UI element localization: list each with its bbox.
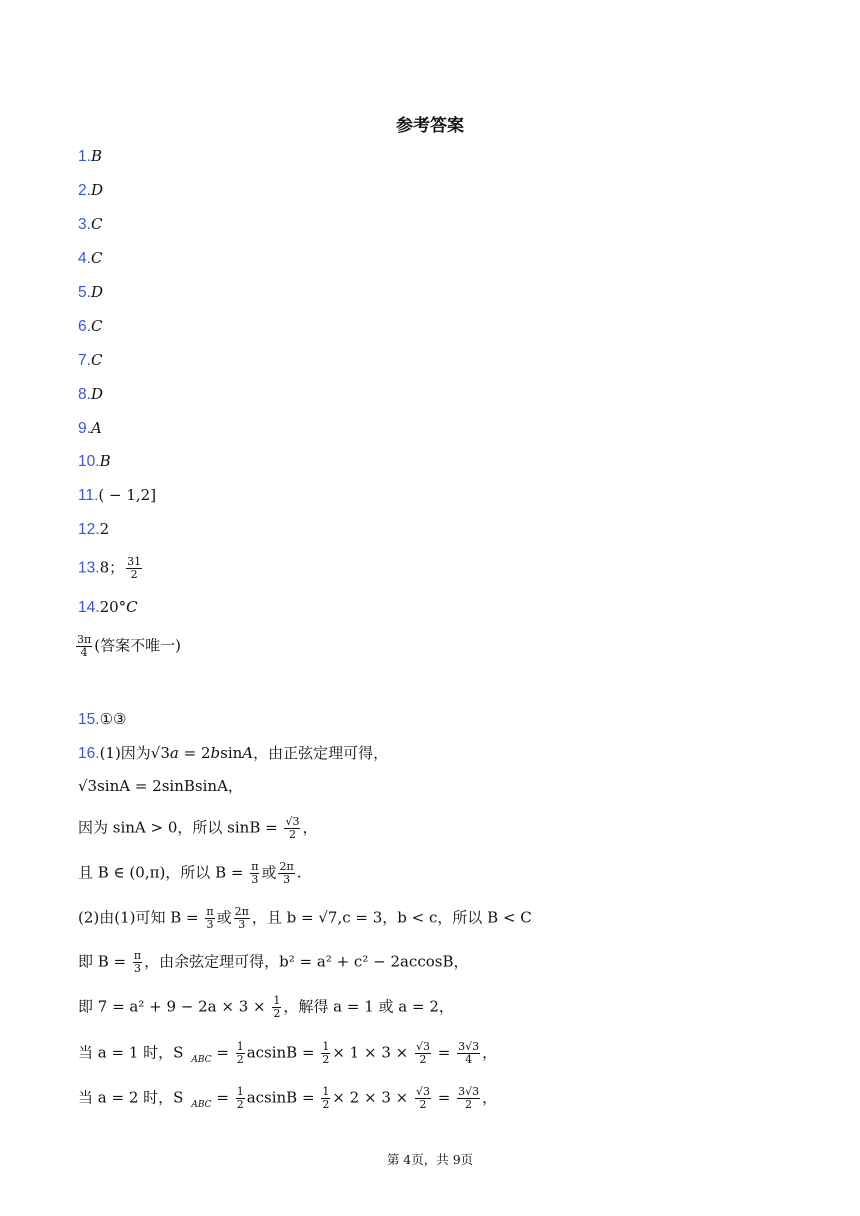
- answer-unit: C: [126, 598, 138, 616]
- answer-number: 9.: [78, 420, 91, 437]
- answer-number: 15.: [78, 711, 100, 728]
- answer-16-line-3: 因为 sinA > 0，所以 sinB = $\frac{√3}{2}$ ，: [78, 815, 318, 841]
- answer-number: 5.: [78, 284, 91, 301]
- answer-number: 11.: [78, 487, 99, 504]
- answer-number: 2.: [78, 182, 91, 199]
- answer-number: 4.: [78, 250, 91, 267]
- answer-number: 12.: [78, 521, 100, 538]
- answer-3: [78, 214, 102, 235]
- answer-value: D: [90, 181, 103, 199]
- answer-15: [78, 709, 126, 730]
- fraction: $\frac{3\pi}{4}$: [77, 633, 92, 659]
- answer-13: [78, 556, 144, 581]
- fraction: $\frac{31}{2}$: [127, 555, 142, 581]
- answer-8: [78, 384, 103, 405]
- answer-number: 10.: [78, 453, 100, 470]
- answer-number: 14.: [78, 599, 100, 616]
- answer-1: [78, 146, 102, 167]
- page-title: 参考答案: [396, 116, 464, 136]
- answer-number: 16.: [78, 745, 100, 762]
- answer-value: C: [90, 317, 103, 335]
- answer-16-line-9: 当 a = 2 时，S $_{ABC}$ = $\frac{1}{2}$ acsinB = $\frac{1}{2}$ × 2 × 3 × $\frac{√3}{2}$ = $\frac{3√3}{2}$ ，: [78, 1085, 498, 1111]
- answer-value: 2: [99, 520, 110, 538]
- answer-14-extra: [76, 634, 181, 659]
- answer-note: (答案不唯一): [94, 636, 181, 655]
- answer-16-line-4: 且 B ∈ (0,π)，所以 B = $\frac{\pi}{3}$ 或 $\frac{2\pi}{3}$ .: [78, 860, 302, 886]
- answer-value: C: [90, 249, 103, 267]
- answer-value: 8；: [99, 558, 125, 577]
- answer-value: 20°: [99, 598, 127, 616]
- answer-value: B: [90, 147, 102, 165]
- answer-value: C: [90, 351, 103, 369]
- answer-16-line-6: 即 B = $\frac{\pi}{3}$ ，由余弦定理可得，b² = a² + c² − 2accosB，: [78, 949, 469, 975]
- answer-16-line-1: 16.(1)因为√3a = 2bsinA，由正弦定理可得，: [78, 744, 389, 762]
- answer-number: 7.: [78, 352, 91, 369]
- answer-number: 13.: [78, 559, 100, 577]
- answer-number: 8.: [78, 386, 91, 403]
- page-footer: 第 4页，共 9页: [386, 1152, 474, 1167]
- answer-16-line-5: (2)由(1)可知 B = $\frac{\pi}{3}$ 或 $\frac{2\pi}{3}$ ，且 b = √7,c = 3，b < c，所以 B < C: [78, 905, 532, 931]
- answer-number: 3.: [78, 216, 91, 233]
- answer-number: 1.: [78, 148, 91, 165]
- answer-value: D: [90, 283, 103, 301]
- answer-2: [78, 180, 103, 201]
- answer-16-line-2: √3sinA = 2sinBsinA，: [78, 777, 243, 795]
- answer-16-line-7: 即 7 = a² + 9 − 2a × 3 × $\frac{1}{2}$ ，解得 a = 1 或 a = 2，: [78, 994, 454, 1020]
- answer-14: [78, 597, 138, 618]
- answer-value: ( − 1,2]: [98, 486, 157, 504]
- answer-value: ①③: [99, 710, 127, 728]
- answer-12: [78, 519, 109, 540]
- answer-6: [78, 316, 102, 337]
- answer-10: [78, 451, 111, 472]
- answer-value: C: [90, 215, 103, 233]
- answer-16-line-8: 当 a = 1 时，S $_{ABC}$ = $\frac{1}{2}$ acsinB = $\frac{1}{2}$ × 1 × 3 × $\frac{√3}{2}$ = $\frac{3√3}{4}$ ，: [78, 1040, 498, 1066]
- answer-number: 6.: [78, 318, 91, 335]
- answer-value: B: [99, 452, 111, 470]
- answer-7: [78, 350, 102, 371]
- answer-9: [78, 418, 102, 439]
- answer-4: [78, 248, 102, 269]
- answer-11: [78, 485, 156, 506]
- answer-value: A: [90, 419, 102, 437]
- answer-value: D: [90, 385, 103, 403]
- answer-5: [78, 282, 103, 303]
